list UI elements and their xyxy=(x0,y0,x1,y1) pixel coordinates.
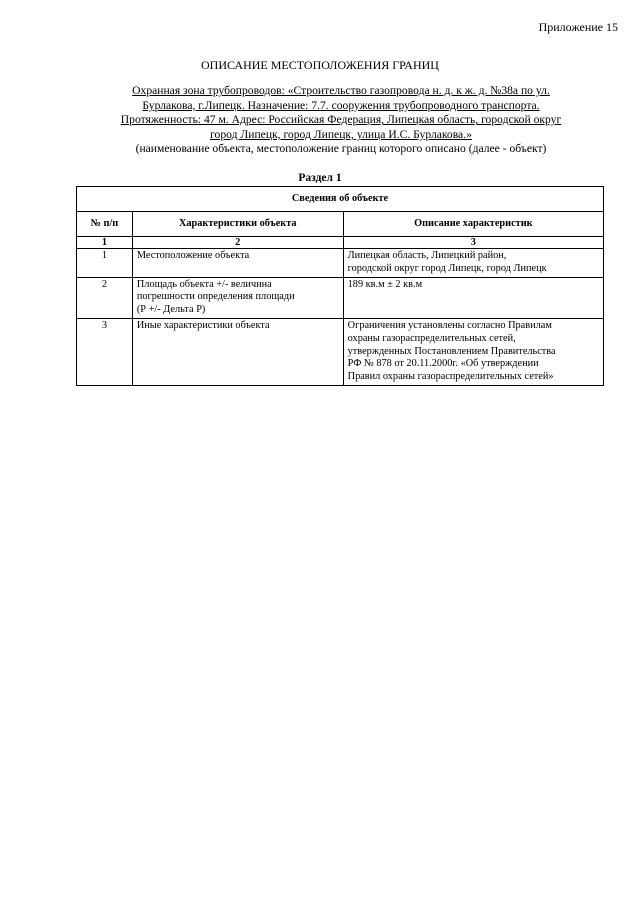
object-description-line: Бурлакова, г.Липецк. Назначение: 7.7. сооружения трубопроводного транспорта. xyxy=(142,98,540,112)
table-row xyxy=(77,277,604,318)
characteristic-line: Местоположение объекта xyxy=(136,250,250,261)
object-description xyxy=(98,84,584,157)
description-line: городской округ город Липецк, город Липецк xyxy=(347,262,547,274)
description-line: 189 кв.м ± 2 кв.м xyxy=(347,278,423,290)
appendix-label: Приложение 15 xyxy=(538,20,618,34)
description-cell xyxy=(343,249,603,278)
description-line: охраны газораспределительных сетей, xyxy=(347,332,516,344)
characteristic-line: (Р +/- Дельта Р) xyxy=(136,304,206,316)
description-line: РФ № 878 от 20.11.2000г. «Об утверждении xyxy=(347,358,539,370)
description-line: Правил охраны газораспределительных сетей» xyxy=(347,371,554,383)
section-title: Раздел 1 xyxy=(298,172,342,184)
column-header-description: Описание характеристик xyxy=(343,212,603,237)
column-header-characteristic: Характеристики объекта xyxy=(132,212,343,237)
object-description-line: Протяженность: 47 м. Адрес: Российская Федерация, Липецкая область, городской округ xyxy=(120,113,562,127)
description-cell xyxy=(343,318,603,385)
table-title: Сведения об объекте xyxy=(77,187,604,212)
object-info-table xyxy=(76,186,604,386)
object-description-line: Охранная зона трубопроводов: «Строительство газопровода н. д. к ж. д. №38а по ул. xyxy=(132,84,550,97)
description-line: Липецкая область, Липецкий район, xyxy=(347,250,507,261)
row-number: 3 xyxy=(77,318,133,385)
object-caption: (наименование объекта, местоположение границ которого описано (далее - объект) xyxy=(135,142,547,156)
column-number: 3 xyxy=(343,237,603,249)
row-number: 1 xyxy=(77,249,133,278)
table-row xyxy=(77,318,604,385)
characteristic-cell xyxy=(132,249,343,278)
table-header-row xyxy=(77,212,604,237)
column-header-number: № п/п xyxy=(77,212,133,237)
characteristic-line: погрешности определения площади xyxy=(136,291,295,303)
description-line: утвержденных Постановлением Правительства xyxy=(347,345,556,357)
column-number: 2 xyxy=(132,237,343,249)
table-title-row xyxy=(77,187,604,212)
column-number: 1 xyxy=(77,237,133,249)
characteristic-cell xyxy=(132,277,343,318)
column-number-row xyxy=(77,237,604,249)
table-row xyxy=(77,249,604,278)
document-title: ОПИСАНИЕ МЕСТОПОЛОЖЕНИЯ ГРАНИЦ xyxy=(201,58,439,72)
characteristic-cell xyxy=(132,318,343,385)
description-line: Ограничения установлены согласно Правилам xyxy=(347,319,552,331)
object-description-line: город Липецк, город Липецк, улица И.С. Бурлакова.» xyxy=(210,127,472,141)
row-number: 2 xyxy=(77,277,133,318)
characteristic-line: Площадь объекта +/- величина xyxy=(136,278,272,290)
description-cell xyxy=(343,277,603,318)
characteristic-line: Иные характеристики объекта xyxy=(136,319,270,331)
